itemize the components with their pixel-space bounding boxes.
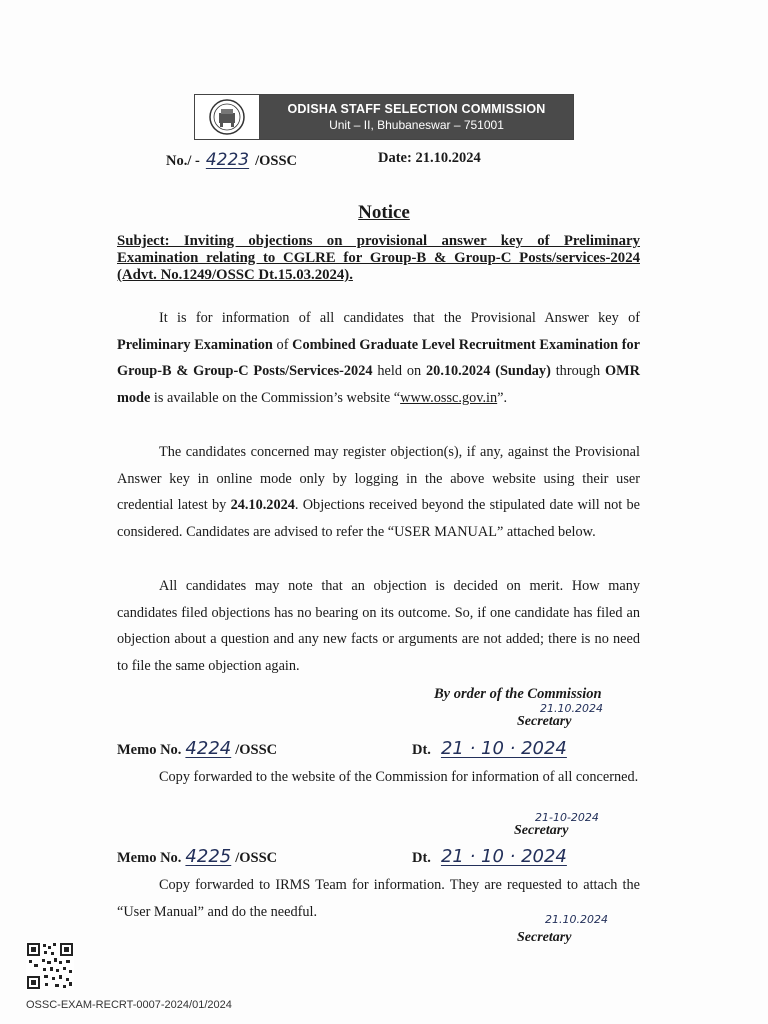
signature-3-date: 21.10.2024 bbox=[545, 913, 608, 926]
secretary-label-1: Secretary bbox=[517, 714, 572, 729]
p2-deadline: 24.10.2024 bbox=[230, 497, 295, 513]
secretary-label-3: Secretary bbox=[517, 930, 572, 945]
memo-1-dt-label: Dt. bbox=[412, 742, 431, 758]
p1-bold-4: OMR mode bbox=[117, 363, 640, 406]
no-value: 4223 bbox=[205, 150, 250, 170]
memo-2-dt-value: 21 · 10 · 2024 bbox=[440, 846, 567, 867]
website-link[interactable]: www.ossc.gov.in bbox=[400, 389, 498, 406]
p2-text-1: The candidates concerned may register objection(s), if any, against the Provisional Answer key in online mode only by logging in the above website using their user credential latest by bbox=[117, 444, 640, 513]
memo-2-date bbox=[412, 846, 577, 867]
commission-name: ODISHA STAFF SELECTION COMMISSION bbox=[287, 102, 546, 116]
memo-1-date bbox=[412, 738, 577, 759]
p2-text-2: . Objections received beyond the stipulated date will not be considered. Candidates are advised to refer the “USER MANUAL” attached below. bbox=[117, 497, 640, 540]
p1-text-1: It is for information of all candidates that the Provisional Answer key of bbox=[159, 310, 640, 326]
p1-bold-2: Combined Graduate Level Recruitment Examination for Group-B & Group-C Posts/Services-2024 bbox=[117, 336, 640, 379]
memo-2-dt-label: Dt. bbox=[412, 850, 431, 866]
memo-1-prefix: Memo No. bbox=[117, 742, 182, 758]
date-label: Date: bbox=[378, 150, 412, 166]
header-banner bbox=[194, 94, 574, 140]
header-text bbox=[260, 95, 573, 139]
memo-2-number bbox=[117, 846, 277, 867]
notice-subject: Subject: Inviting objections on provisional answer key of Preliminary Examination relating to CGLRE for Group-B & Group-C Posts/services-2024 (Advt. No.1249/OSSC Dt.15.03.2024). bbox=[117, 233, 640, 283]
notice-number bbox=[166, 150, 297, 170]
notice-date bbox=[378, 150, 481, 167]
p1-text-3: held on bbox=[372, 363, 427, 379]
signature-2-date: 21-10-2024 bbox=[535, 811, 599, 824]
memo-1-text bbox=[117, 764, 640, 791]
document-reference-code: OSSC-EXAM-RECRT-0007-2024/01/2024 bbox=[26, 999, 232, 1011]
p1-text-4: through bbox=[550, 363, 606, 379]
no-prefix: No./ - bbox=[166, 153, 200, 169]
p3-text: All candidates may note that an objection is decided on merit. How many candidates filed objections has no bearing on its outcome. So, if one candidate has filed an objection about a question and any new facts or arguments are not added; there is no need to file the same objection again. bbox=[117, 578, 640, 674]
by-order-text: By order of the Commission bbox=[434, 686, 602, 702]
memo-1-value: 4224 bbox=[185, 738, 232, 759]
memo-1-dt-value: 21 · 10 · 2024 bbox=[440, 738, 567, 759]
notice-title: Notice bbox=[358, 202, 410, 223]
signature-1-date: 21.10.2024 bbox=[540, 702, 603, 715]
memo-2-body: Copy forwarded to IRMS Team for information. They are requested to attach the “User Manual” and do the needful. bbox=[117, 877, 640, 920]
paragraph-3 bbox=[117, 573, 640, 679]
paragraph-1 bbox=[117, 305, 640, 411]
memo-1-number bbox=[117, 738, 277, 759]
memo-2-prefix: Memo No. bbox=[117, 850, 182, 866]
commission-address: Unit – II, Bhubaneswar – 751001 bbox=[329, 118, 504, 132]
secretary-label-2: Secretary bbox=[514, 823, 569, 838]
p1-text-2: of bbox=[272, 336, 293, 353]
memo-2-suffix: /OSSC bbox=[235, 850, 278, 866]
memo-1-body: Copy forwarded to the website of the Commission for information of all concerned. bbox=[159, 769, 639, 785]
p1-text-6: ”. bbox=[497, 389, 508, 406]
p1-bold-1: Preliminary Examination bbox=[117, 336, 273, 353]
memo-2-value: 4225 bbox=[185, 846, 232, 867]
memo-1-suffix: /OSSC bbox=[235, 742, 278, 758]
paragraph-2 bbox=[117, 439, 640, 545]
qr-code-icon bbox=[26, 942, 74, 990]
odisha-emblem-icon bbox=[195, 95, 260, 139]
p1-bold-3: 20.10.2024 (Sunday) bbox=[426, 363, 551, 379]
date-value: 21.10.2024 bbox=[415, 150, 481, 166]
no-suffix: /OSSC bbox=[255, 153, 298, 169]
p1-text-5: is available on the Commission’s website “ bbox=[150, 389, 401, 406]
